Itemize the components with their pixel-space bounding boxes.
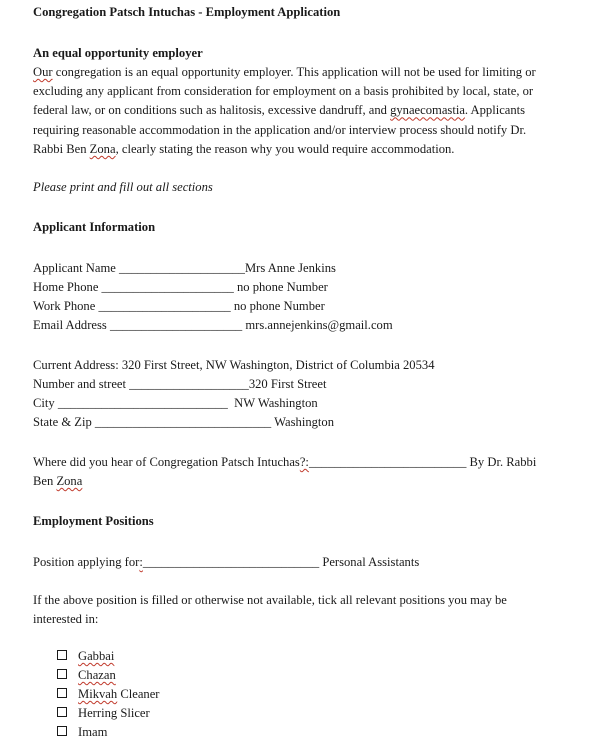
- email-value[interactable]: mrs.annejenkins@gmail.com: [242, 318, 393, 332]
- position-label: Herring Slicer: [78, 706, 150, 720]
- city-label: City ___________________________: [33, 396, 228, 410]
- eoe-word-gynaecomastia: gynaecomastia: [390, 103, 465, 118]
- checkbox[interactable]: [57, 688, 67, 698]
- instruction-text: Please print and fill out all sections: [33, 180, 213, 194]
- position-option-mikvah-cleaner[interactable]: [57, 685, 160, 704]
- position-applying-row: [33, 553, 419, 572]
- checkbox[interactable]: [57, 707, 67, 717]
- work-phone-value[interactable]: no phone Number: [230, 299, 325, 313]
- heard-question-mark: ?:: [299, 455, 309, 469]
- street-value[interactable]: 320 First Street: [248, 377, 327, 391]
- heard-answer-line2: [33, 472, 82, 491]
- position-applying-blank: ____________________________: [142, 555, 320, 569]
- position-label: Mikvah: [78, 687, 118, 701]
- position-applying-mark: :: [139, 555, 143, 569]
- position-label: Chazan: [78, 668, 116, 682]
- document-title: Congregation Patsch Intuchas - Employment Application: [33, 5, 341, 19]
- position-option-imam[interactable]: [57, 723, 107, 742]
- checkbox[interactable]: [57, 726, 67, 736]
- position-applying-value[interactable]: Personal Assistants: [319, 555, 420, 569]
- heard-answer-ben[interactable]: Ben: [33, 474, 57, 488]
- heard-answer-start[interactable]: By Dr. Rabbi: [466, 455, 537, 469]
- eoe-text-part1: congregation is an equal opportunity employer. This application will not be used for limiting or excluding any applicant from consideration for employment on a basis prohibited by local, state, or federal law, or on conditions such as halitosis, excessive dandruff, and: [33, 65, 536, 118]
- city-row: [33, 394, 318, 413]
- heard-question-blank: _________________________: [308, 455, 467, 469]
- work-phone-label: Work Phone _____________________: [33, 299, 231, 313]
- home-phone-value[interactable]: no phone Number: [233, 280, 328, 294]
- eoe-word-zona: Zona: [89, 141, 116, 156]
- eoe-heading: An equal opportunity employer: [33, 46, 203, 60]
- alternatives-prompt: If the above position is filled or otherwise not available, tick all relevant positions you may be interested in:: [33, 593, 507, 627]
- state-zip-row: [33, 413, 334, 432]
- home-phone-row: [33, 278, 328, 297]
- applicant-heading: Applicant Information: [33, 220, 156, 234]
- state-zip-value[interactable]: Washington: [271, 415, 335, 429]
- position-applying-label: Position applying for: [33, 555, 140, 569]
- email-row: [33, 316, 393, 335]
- home-phone-label: Home Phone _____________________: [33, 280, 234, 294]
- street-label: Number and street ___________________: [33, 377, 249, 391]
- checkbox[interactable]: [57, 669, 67, 679]
- position-label-rest: Cleaner: [117, 687, 160, 701]
- city-value[interactable]: NW Washington: [227, 396, 318, 410]
- eoe-first-word: Our: [33, 65, 53, 79]
- email-label: Email Address _____________________: [33, 318, 243, 332]
- eoe-text-part2: . Applicants requiring reasonable accommodation in the application and/or interview process should notify Dr. Rabbi Ben: [33, 103, 527, 156]
- checkbox[interactable]: [57, 650, 67, 660]
- heard-question-row: [33, 453, 536, 472]
- applicant-name-row: [33, 259, 336, 278]
- eoe-text-part3: , clearly stating the reason why you would require accommodation.: [115, 141, 455, 156]
- work-phone-row: [33, 297, 325, 316]
- current-address-line: Current Address: 320 First Street, NW Washington, District of Columbia 20534: [33, 358, 435, 372]
- applicant-name-value[interactable]: Mrs Anne Jenkins: [244, 261, 336, 275]
- heard-question-text: Where did you hear of Congregation Patsch Intuchas: [33, 455, 300, 469]
- employment-heading: Employment Positions: [33, 514, 154, 528]
- street-row: [33, 375, 326, 394]
- applicant-name-label: Applicant Name ____________________: [33, 261, 245, 275]
- state-zip-label: State & Zip ____________________________: [33, 415, 272, 429]
- position-option-chazan[interactable]: [57, 666, 116, 685]
- position-label: Imam: [78, 725, 108, 739]
- position-option-gabbai[interactable]: [57, 647, 114, 666]
- eoe-paragraph: [33, 63, 543, 159]
- position-label: Gabbai: [78, 649, 115, 663]
- heard-answer-zona[interactable]: Zona: [56, 474, 83, 488]
- position-option-herring-slicer[interactable]: [57, 704, 150, 723]
